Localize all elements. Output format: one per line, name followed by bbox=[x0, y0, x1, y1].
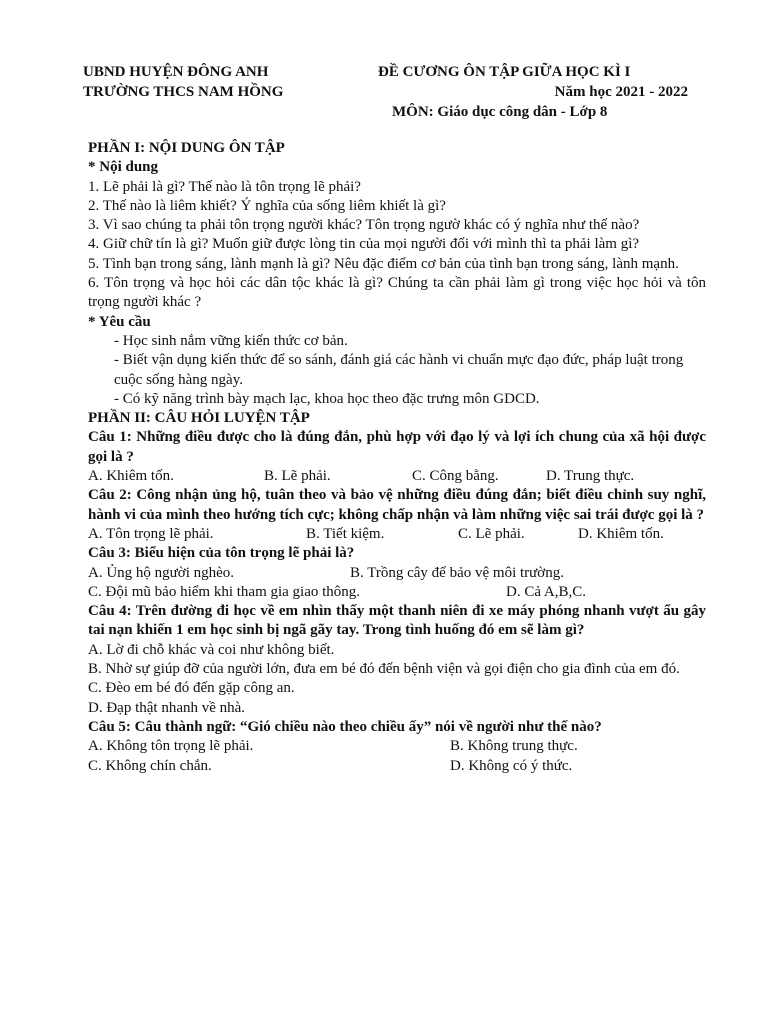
question-1-options bbox=[88, 467, 706, 486]
part1-title: PHẦN I: NỘI DUNG ÔN TẬP bbox=[88, 140, 285, 156]
list-item: 3. Vì sao chúng ta phải tôn trọng người khác? Tôn trọng ngườ khác có ý nghĩa như thế nào? bbox=[88, 217, 640, 234]
option-d: D. Cả A,B,C. bbox=[506, 583, 587, 600]
content-heading: * Nội dung bbox=[88, 159, 159, 176]
option-c: C. Công bằng. bbox=[412, 468, 499, 485]
option-b: B. Lẽ phải. bbox=[264, 468, 331, 485]
question-5 bbox=[88, 718, 706, 737]
district-name: UBND HUYỆN ĐÔNG ANH bbox=[83, 64, 269, 80]
option-b: B. Tiết kiệm. bbox=[306, 525, 385, 542]
option-c: C. Đèo em bé đó đến gặp công an. bbox=[88, 680, 295, 697]
option-b: B. Nhờ sự giúp đỡ của người lớn, đưa em bé đó đến bệnh viện và gọi điện cho gia đình của em đó. bbox=[88, 661, 680, 678]
requirement-item: - Học sinh nắm vững kiến thức cơ bản. bbox=[114, 332, 348, 349]
option-a: A. Ủng hộ người nghèo. bbox=[88, 564, 235, 581]
option-a: A. Lờ đi chỗ khác và coi như không biết. bbox=[88, 641, 335, 658]
option-d: D. Đạp thật nhanh về nhà. bbox=[88, 699, 246, 716]
question-3-options bbox=[88, 564, 706, 583]
requirement-item: - Có kỹ năng trình bày mạch lạc, khoa học theo đặc trưng môn GDCD. bbox=[114, 390, 540, 407]
question-5-label: Câu 5: bbox=[88, 718, 131, 735]
question-3: Câu 3: Biểu hiện của tôn trọng lẽ phải là? bbox=[88, 545, 355, 562]
list-item: 4. Giữ chữ tín là gì? Muốn giữ được lòng tin của mọi người đối với mình thì ta phải làm gì? bbox=[88, 236, 640, 253]
option-b: B. Trồng cây để bảo vệ môi trường. bbox=[350, 564, 564, 581]
requirements-heading: * Yêu cầu bbox=[88, 313, 151, 330]
option-d: D. Không có ý thức. bbox=[450, 757, 573, 774]
document-title: ĐỀ CƯƠNG ÔN TẬP GIỮA HỌC KÌ I bbox=[378, 64, 631, 80]
option-d: D. Trung thực. bbox=[546, 468, 635, 485]
question-1: Câu 1: Những điều được cho là đúng đắn, phù hợp với đạo lý và lợi ích chung của xã hội được gọi là ? bbox=[88, 429, 706, 465]
option-b: B. Không trung thực. bbox=[450, 738, 578, 755]
question-5-options bbox=[88, 737, 706, 756]
list-item: 5. Tình bạn trong sáng, lành mạnh là gì? Nêu đặc điểm cơ bản của tình bạn trong sáng, lành mạnh. bbox=[88, 255, 679, 272]
option-d: D. Khiêm tốn. bbox=[578, 525, 664, 542]
question-2: Câu 2: Công nhận ủng hộ, tuân theo và bảo vệ những điều đúng đắn; biết điều chỉnh suy nghĩ, hành vi của mình theo hướng tích cực; không chấp nhận và làm những việc sai trái được gọi là ? bbox=[88, 487, 706, 523]
document-body bbox=[88, 139, 706, 776]
option-c: C. Đội mũ bảo hiểm khi tham gia giao thông. bbox=[88, 583, 361, 600]
question-2-options bbox=[88, 525, 706, 544]
part2-title: PHẦN II: CÂU HỎI LUYỆN TẬP bbox=[88, 410, 310, 427]
header-right bbox=[378, 62, 688, 122]
requirement-item: - Biết vận dụng kiến thức để so sánh, đánh giá các hành vi chuẩn mực đạo đức, pháp luật trong cuộc sống hàng ngày. bbox=[114, 352, 684, 388]
option-a: A. Khiêm tốn. bbox=[88, 468, 174, 485]
question-4: Câu 4: Trên đường đi học về em nhìn thấy một thanh niên đi xe máy phóng nhanh vượt ẩu gây tai nạn khiến 1 em học sinh bị ngã gãy tay. Trong tình huống đó em sẽ làm gì? bbox=[88, 603, 706, 639]
list-item: 6. Tôn trọng và học hỏi các dân tộc khác là gì? Chúng ta cần phải làm gì trong việc học hỏi và tôn trọng người khác ? bbox=[88, 275, 706, 311]
school-name: TRƯỜNG THCS NAM HỒNG bbox=[83, 84, 284, 100]
option-c: C. Lẽ phải. bbox=[458, 525, 525, 542]
option-a: A. Tôn trọng lẽ phải. bbox=[88, 525, 214, 542]
option-c: C. Không chín chắn. bbox=[88, 757, 212, 774]
header-left bbox=[83, 62, 283, 102]
list-item: 1. Lẽ phải là gì? Thế nào là tôn trọng lẽ phải? bbox=[88, 178, 361, 195]
list-item: 2. Thế nào là liêm khiết? Ý nghĩa của sống liêm khiết là gì? bbox=[88, 197, 446, 214]
question-5-text: Câu thành ngữ: “Gió chiều nào theo chiều ấy” nói về người như thế nào? bbox=[134, 718, 602, 735]
school-year: Năm học 2021 - 2022 bbox=[554, 84, 688, 100]
subject-line: MÔN: Giáo dục công dân - Lớp 8 bbox=[392, 104, 608, 120]
option-a: A. Không tôn trọng lẽ phải. bbox=[88, 738, 254, 755]
question-3-options-2 bbox=[88, 583, 706, 602]
question-5-options-2 bbox=[88, 757, 706, 776]
